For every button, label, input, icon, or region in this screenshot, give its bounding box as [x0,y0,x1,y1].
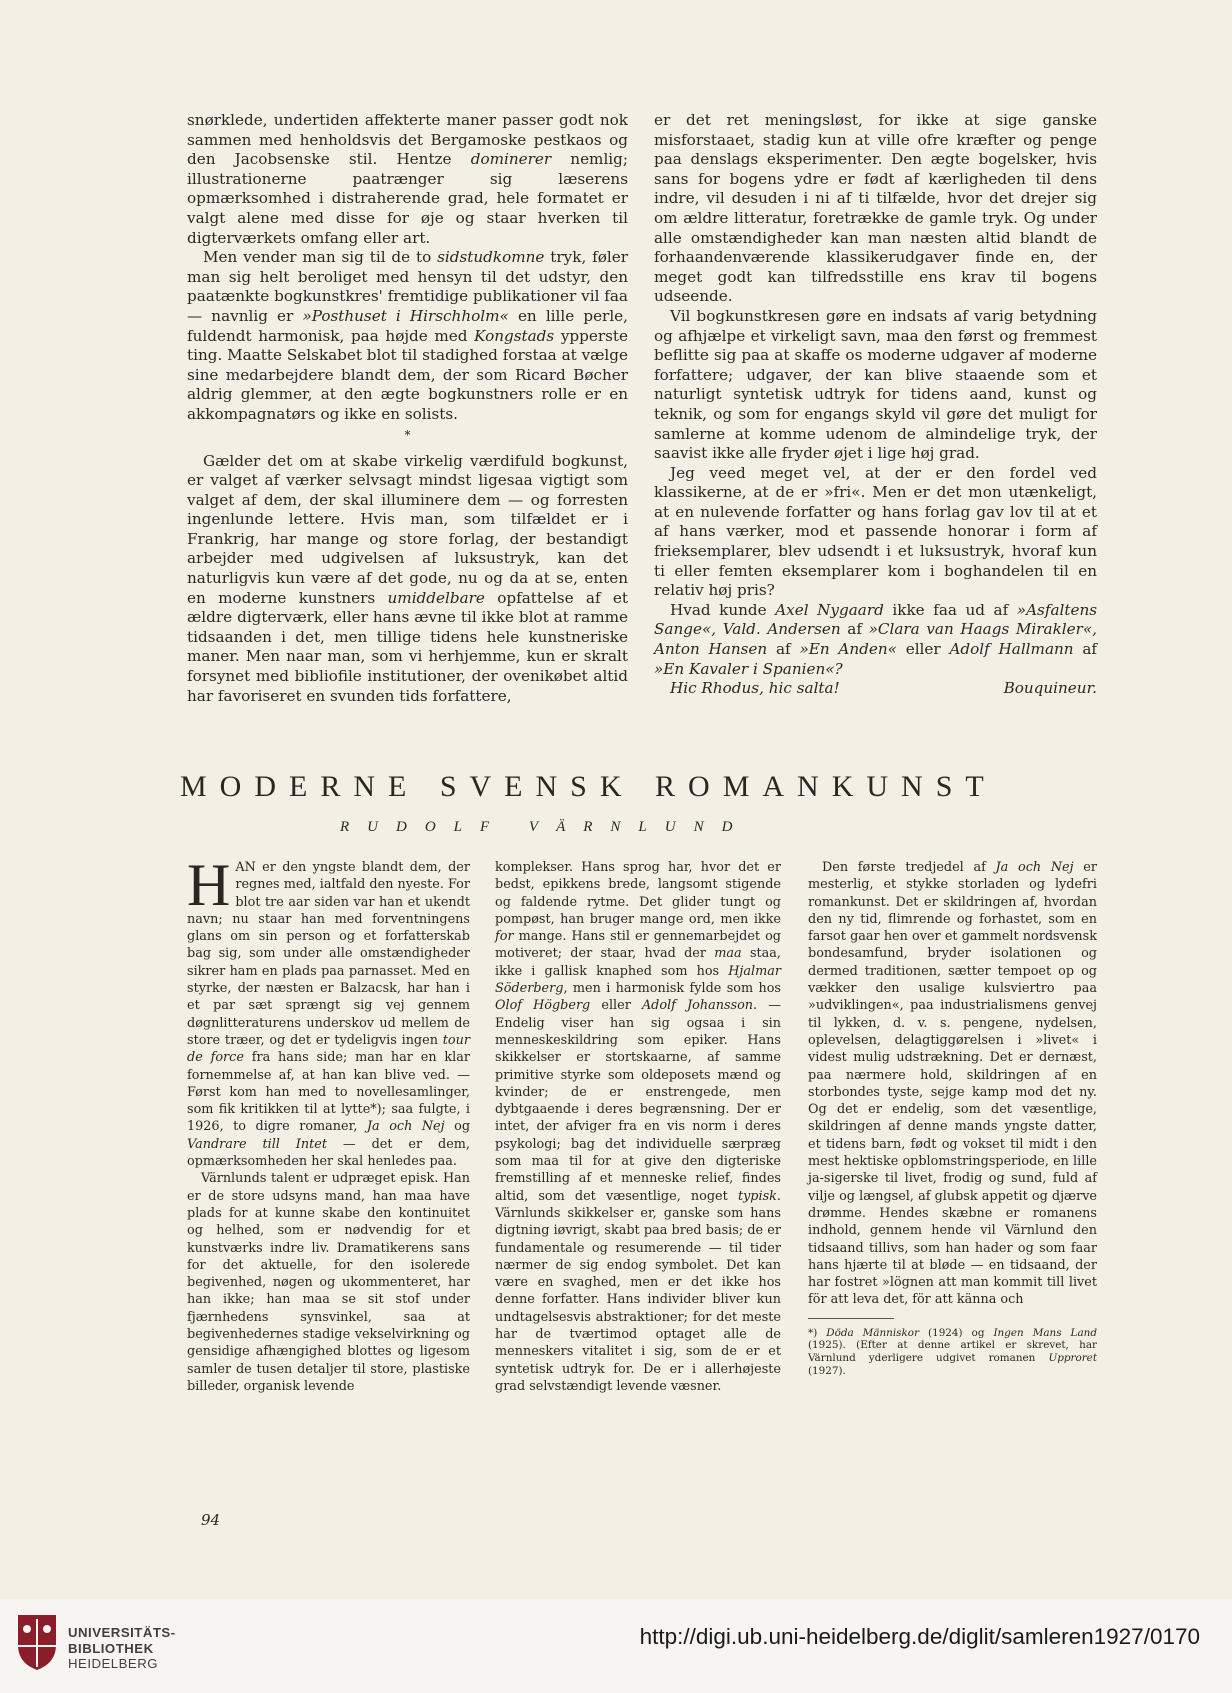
drop-cap: H [187,852,231,918]
article-column-1 [187,852,471,1395]
signature-row [654,679,1097,699]
paragraph: komplekser. Hans sprog har, hvor det er bedst, epikkens brede, langsomt stigende og faldende rytme. Det glider tungt og pompøst, han bruger mange ord, men ikke for mange. Hans stil er gennemarbejdet og motiveret; der staar, hvad der maa staa, ikke i gallisk knaphed som hos Hjalmar Söderberg, men i harmonisk fylde som hos Olof Högberg eller Adolf Johansson. — Endelig viser han sig ogsaa i sin menneskeskildring som epiker. Hans skikkelser er stortskaarne, af samme primitive styrke som oldeposets mænd og kvinder; de er enstrengede, men dybtgaaende i deres begrænsning. Der er intet, der afviger fra en vis norm i deres psykologi; bag det individuelle særpræg som maa til for at give den digteriske fremstilling af et menneske relief, findes altid, som det væsentlige, noget typisk. Värnlunds skikkelser er, ganske som hans digtning iøvrigt, skabt paa bred basis; de er fundamentale og resumerende — til tider nærmer de sig endog symbolet. Det kan være en svaghed, men er det ikke hos denne forfatter. Hans individer bliver kun undtagelsesvis abstraktioner; for det meste har de tværtimod optaget alle de menneskers vitalitet i sig, som de er et syntetisk udtryk for. De er i allerhøjeste grad selvstændigt levende væsner. [495,860,781,1394]
paragraph: Men vender man sig til de to sidstudkomne tryk, føler man sig helt beroliget med hensyn til det udstyr, den paatænkte bogkunstkres' fremtidige publikationer vil faa — navnlig er »Posthuset i Hirschholm« en lille perle, fuldendt harmonisk, paa højde med Kongstads ypperste ting. Maatte Selskabet blot til stadighed forstaa at vælge sine medarbejdere blandt dem, der som Ricard Bøcher aldrig glemmer, at den ægte bogkunstners rolle er en akkompagnatørs og ikke en solists. [187,248,629,423]
paragraph: Hvad kunde Axel Nygaard ikke faa ud af »Asfaltens Sange«, Vald. Andersen af »Clara van Haags Mirakler«, Anton Hansen af »En Anden« eller Adolf Hallmann af »En Kavaler i Spanien«? [654,600,1098,678]
paragraph: Den første tredjedel af Ja och Nej er mesterlig, et stykke storladen og lydefri romankunst. Det er skildringen af, hvordan den ny tid, flimrende og forhastet, som en farsot gaar hen over et gammelt nordsvensk bondesamfund, bryder isolationen og dermed traditionen, sætter tempoet op og vækker den usalige kulsviertro paa »udviklingen«, paa industrialismens genvej til lykken, d. v. s. pengene, nydelsen, oplevelsen, delagtiggørelsen i »livet« i videst mulig udstrækning. Det er dernæst, paa nærmere hold, skildringen af en storbondes tyste, sejge kamp mod det ny. Og det er endelig, som det væsentlige, skildringen af denne mands yngste datter, et tidens barn, født og vokset til midt i den mest hektiske opblomstringsperiode, en lille ja-sigerske til livet, frodig og sund, fuld af vilje og længsel, af glubsk appetit og djærve drømme. Hendes skæbne er romanens indhold, gennem hende vil Värnlund den tidsaand tillivs, som han hader og som faar hans hjærte til at bløde — en tidsaand, der har fostret »lögnen att man kommit till livet för att leva det, för att känna och [808,860,1097,1308]
library-logo-text: UNIVERSITÄTS- BIBLIOTHEK HEIDELBERG [68,1625,176,1671]
article-author: RUDOLF VÄRNLUND [340,819,751,835]
paragraph: Vil bogkunstkresen gøre en indsats af varig betydning og afhjælpe et virkeligt savn, maa den først og fremmest beflitte sig paa at skaffe os moderne udgaver af moderne forfattere; udgaver, der kan blive staaende som et naturligt syntetisk udtryk for tidens aand, kunst og teknik, og som for engangs skyld vil gøre det muligt for samlerne at komme udenom de almindelige tryk, der saavist ikke alle fryder øjet i lige høj grad. [654,306,1097,463]
paragraph: Jeg veed meget vel, at der er den fordel ved klassikerne, at de er »fri«. Men er det mon utænkeligt, at en nulevende forfatter og hans forlag gav lov til at et af hans værker, mod et passende honorar i form af frieksemplarer, blev udsendt i et luksustryk, hvoraf kun ti eller femten eksemplarer kom i boghandelen til en relativ høj pris? [654,463,1097,600]
footnote: *) Döda Människor (1924) og Ingen Mans Land (1925). (Efter at denne artikel er skrevet, har Värnlund yderligere udgivet romanen Upproret (1927). [808,1326,1098,1377]
article-column-3 [808,859,1097,1377]
motto: Hic Rhodus, hic salta! [670,679,840,698]
university-seal-icon [12,1611,62,1673]
article-column-2 [495,859,781,1395]
paragraph: er det ret meningsløst, for ikke at sige ganske misforstaaet, stadig kun at ville ofre kræfter og penge paa denslags eksperimenter. Den ægte bogelsker, hvis sans for bogens ydre er født af kærligheden til dens indre, vil desuden i ni af ti tilfælde, hvor det drejer sig om ældre litteratur, foretrække de gamle tryk. Og under alle omstændigheder kan man næsten altid blandt de forhaandenværende klassikerudgaver finde en, der meget godt kan tilfredsstille ens krav til bogens udseende. [654,111,1097,306]
paragraph: Gælder det om at skabe virkelig værdifuld bogkunst, er valget af værker selvsagt mindst ligesaa vigtigt som valget af dem, der skal illuminere dem — og forresten ingenlunde lettere. Hvis man, som tilfældet er i Frankrig, har mange og store forlag, der bestandigt arbejder med udgivelsen af luksustryk, kan det naturligvis kun være af det gode, nu og da at se, enten en moderne kunstners umiddelbare opfattelse af et ældre digterværk, eller hans ævne til ikke blot at ramme tidsaanden i det, men tillige tidens hele kunstneriske maner. Men naar man, som vi herhjemme, kun er skralt forsynet med bibliofile institutioner, der ovenikøbet altid har favoriseret en svunden tids forfattere, [187,451,628,705]
paragraph: snørklede, undertiden affekterte maner passer godt nok sammen med henholdsvis det Bergamoske pestkaos og den Jacobsenske stil. Hentze dominerer nemlig; illustrationerne paatrænger sig læserens opmærksomhed i distraherende grad, hele formatet er valgt alene med disse for øje og staar hverken til digterværkets omfang eller art. [187,111,629,247]
paragraph: HAN er den yngste blandt dem, der regnes med, ialtfald den nyeste. For blot tre aar siden var han et ukendt navn; nu staar han med forventningens glans om sin person og et forfatterskab bag sig, som under alle omstændigheder sikrer ham en plads paa parnasset. Med en styrke, der næsten er Balzacsk, har han i et par sæt sprængt sig vej gennem døgnlitteraturens underskov ud mellem de store træer, og det er tydeligvis ingen tour de force fra hans side; man har en klar fornemmelse af, at han kan blive ved. — Først kom han med to novellesamlinger, som fik kritikken til at lytte*); saa fulgte, i 1926, to digre romaner, Ja och Nej og Vandrare till Intet — det er dem, opmærksomheden her skal henledes paa. [187,852,471,1170]
upper-right-column [654,111,1097,699]
paragraph: Värnlunds talent er udpræget episk. Han er de store udsyns mand, han maa have plads for at kunne skabe den kontinuitet og helhed, som er nødvendig for et kunstværks indre liv. Dramatikerens sans for det aktuelle, for den isolerede begivenhed, nøgen og ukommenteret, har han ikke; han maa se sit stof under fjærnhedens synsvinkel, saa at begivenhedernes stadige vekselvirkning og gensidige afhængighed blottes og ligesom samler de tusen detaljer til store, plastiske billeder, organisk levende [187,1171,470,1394]
signature: Bouquineur. [1003,679,1097,698]
source-url-link[interactable]: http://digi.ub.uni-heidelberg.de/diglit/samleren1927/0170 [639,1624,1200,1649]
section-separator: * [404,427,411,442]
page-number: 94 [201,1511,221,1529]
upper-left-column [187,111,628,706]
footnote-rule [808,1318,894,1319]
article-title: MODERNE SVENSK ROMANKUNST [180,770,997,803]
